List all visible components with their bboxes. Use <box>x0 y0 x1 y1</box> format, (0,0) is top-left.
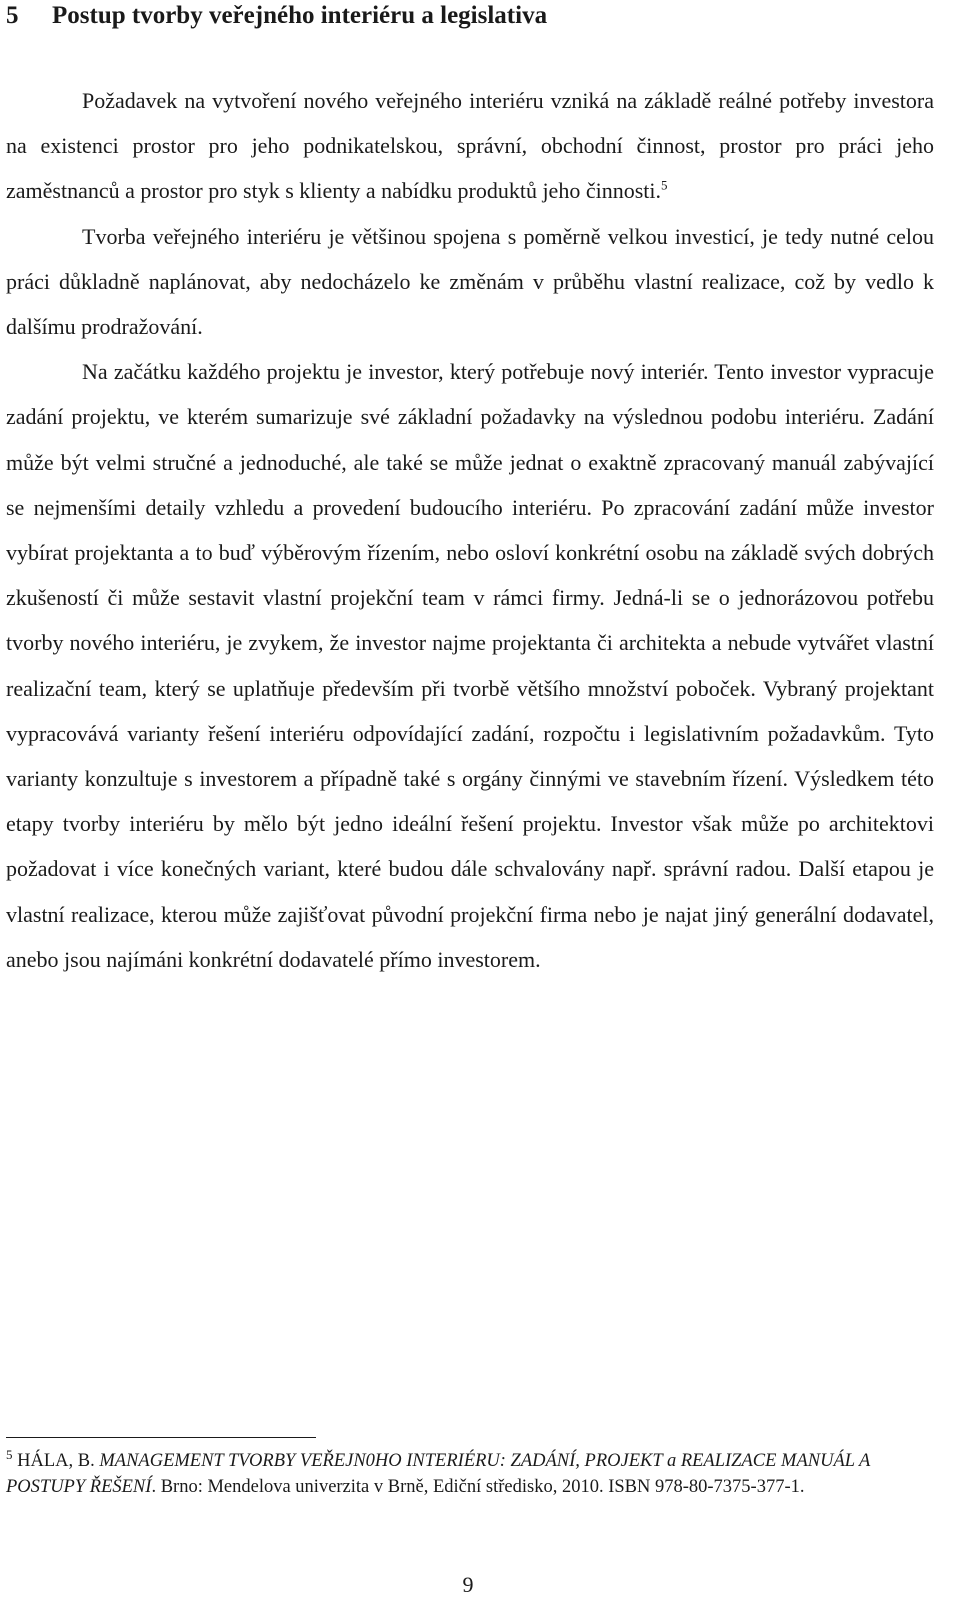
footnote <box>6 1448 928 1500</box>
chapter-heading <box>6 0 946 32</box>
footnote-author: HÁLA, B. <box>17 1451 95 1471</box>
footnote-publication: . Brno: Mendelova univerzita v Brně, Ediční středisko, 2010. ISBN 978-80-7375-377-1. <box>151 1477 805 1497</box>
footnote-number: 5 <box>6 1446 13 1462</box>
paragraph-3: Na začátku každého projektu je investor, který potřebuje nový interiér. Tento investor vypracuje zadání projektu, ve kterém sumarizuje své základní požadavky na výslednou podobu interiéru. Zadání může být velmi stručné a jednoduché, ale také se může jednat o exaktně zpracovaný manuál zabývající se nejmenšími detaily vzhledu a provedení budoucího interiéru. Po zpracování zadání může investor vybírat projektanta a to buď výběrovým řízením, nebo osloví konkrétní osobu na základě svých dobrých zkušeností či může sestavit vlastní projekční team v rámci firmy. Jedná-li se o jednorázovou potřebu tvorby nového interiéru, je zvykem, že investor najme projektanta či architekta a nebude vytvářet vlastní realizační team, který se uplatňuje především při tvorbě většího množství poboček. Vybraný projektant vypracovává varianty řešení interiéru odpovídající zadání, rozpočtu i legislativním požadavkům. Tyto varianty konzultuje s investorem a případně také s orgány činnými ve stavebním řízení. Výsledkem této etapy tvorby interiéru by mělo být jedno ideální řešení projektu. Investor však může po architektovi požadovat i více konečných variant, které budou dále schvalovány např. správní radou. Další etapou je vlastní realizace, kterou může zajišťovat původní projekční firma nebo je najat jiný generální dodavatel, anebo jsou najímáni konkrétní dodavatelé přímo investorem. <box>6 359 934 972</box>
chapter-number: 5 <box>6 2 19 29</box>
page-number: 9 <box>462 1572 474 1597</box>
footnote-separator <box>6 1437 316 1438</box>
paragraph-1-text: Požadavek na vytvoření nového veřejného interiéru vzniká na základě reálné potřeby investora na existenci prostor pro jeho podnikatelskou, správní, obchodní činnost, prostor pro práci jeho zaměstnanců a prostor pro styk s klienty a nabídku produktů jeho činnosti. <box>6 88 934 204</box>
paragraph-1 <box>6 78 934 214</box>
chapter-body <box>6 78 934 982</box>
footnote-title: MANAGEMENT TVORBY VEŘEJN0HO INTERIÉRU: ZADÁNÍ, PROJEKT a REALIZACE MANUÁL A POSTUPY ŘEŠENÍ <box>6 1451 870 1497</box>
footnote-reference[interactable]: 5 <box>660 178 668 194</box>
paragraph-2: Tvorba veřejného interiéru je většinou spojena s poměrně velkou investicí, je tedy nutné celou práci důkladně naplánovat, aby nedocházelo ke změnám v průběhu vlastní realizace, což by vedlo k dalšímu prodražování. <box>6 223 934 340</box>
chapter-title: Postup tvorby veřejného interiéru a legislativa <box>52 2 548 29</box>
